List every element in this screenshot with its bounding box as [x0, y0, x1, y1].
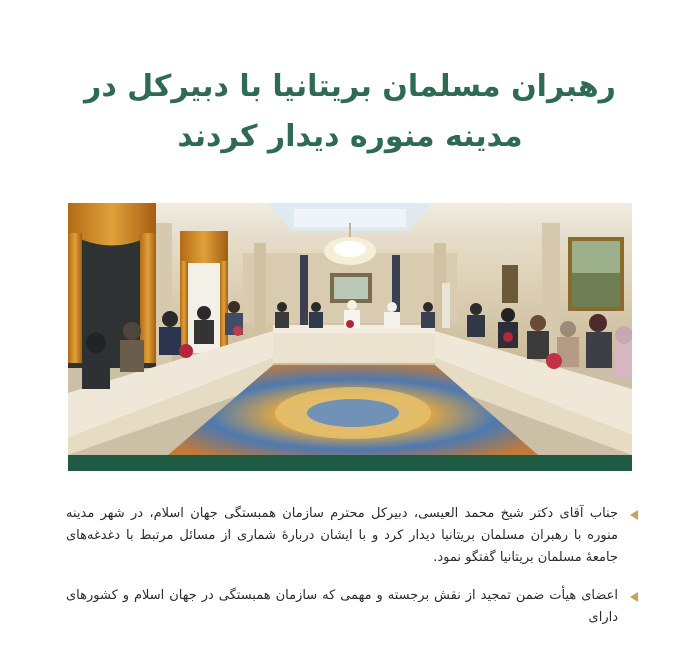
article-title — [60, 62, 640, 162]
article-paragraph — [66, 503, 638, 569]
article-title-line-2: مدینه منوره دیدار کردند — [177, 119, 523, 154]
paragraph-text: اعضای هیأت ضمن تمجید از نقش برجسته و مهمی که سازمان همبستگی در جهان اسلام و کشورهای دارای — [66, 588, 618, 625]
article-title-line-1: رهبران مسلمان بریتانیا با دبیرکل در — [84, 69, 616, 104]
bullet-triangle-icon — [630, 510, 638, 520]
bullet-triangle-icon — [630, 592, 638, 602]
photo-accent-bar — [68, 455, 632, 471]
article-body — [66, 503, 638, 645]
article-paragraph — [66, 585, 638, 629]
paragraph-text: جناب آقای دکتر شیخ محمد العیسی، دبیرکل محترم سازمان همبستگی جهان اسلام، در شهر مدینه منوره با رهبران مسلمان بریتانیا دیدار کرد و با ایشان دربارهٔ شماری از مسائل مرتبط با دغدغه‌های جامعهٔ مسلمان بریتانیا گفتگو نمود. — [66, 506, 618, 565]
meeting-photo — [68, 203, 632, 455]
